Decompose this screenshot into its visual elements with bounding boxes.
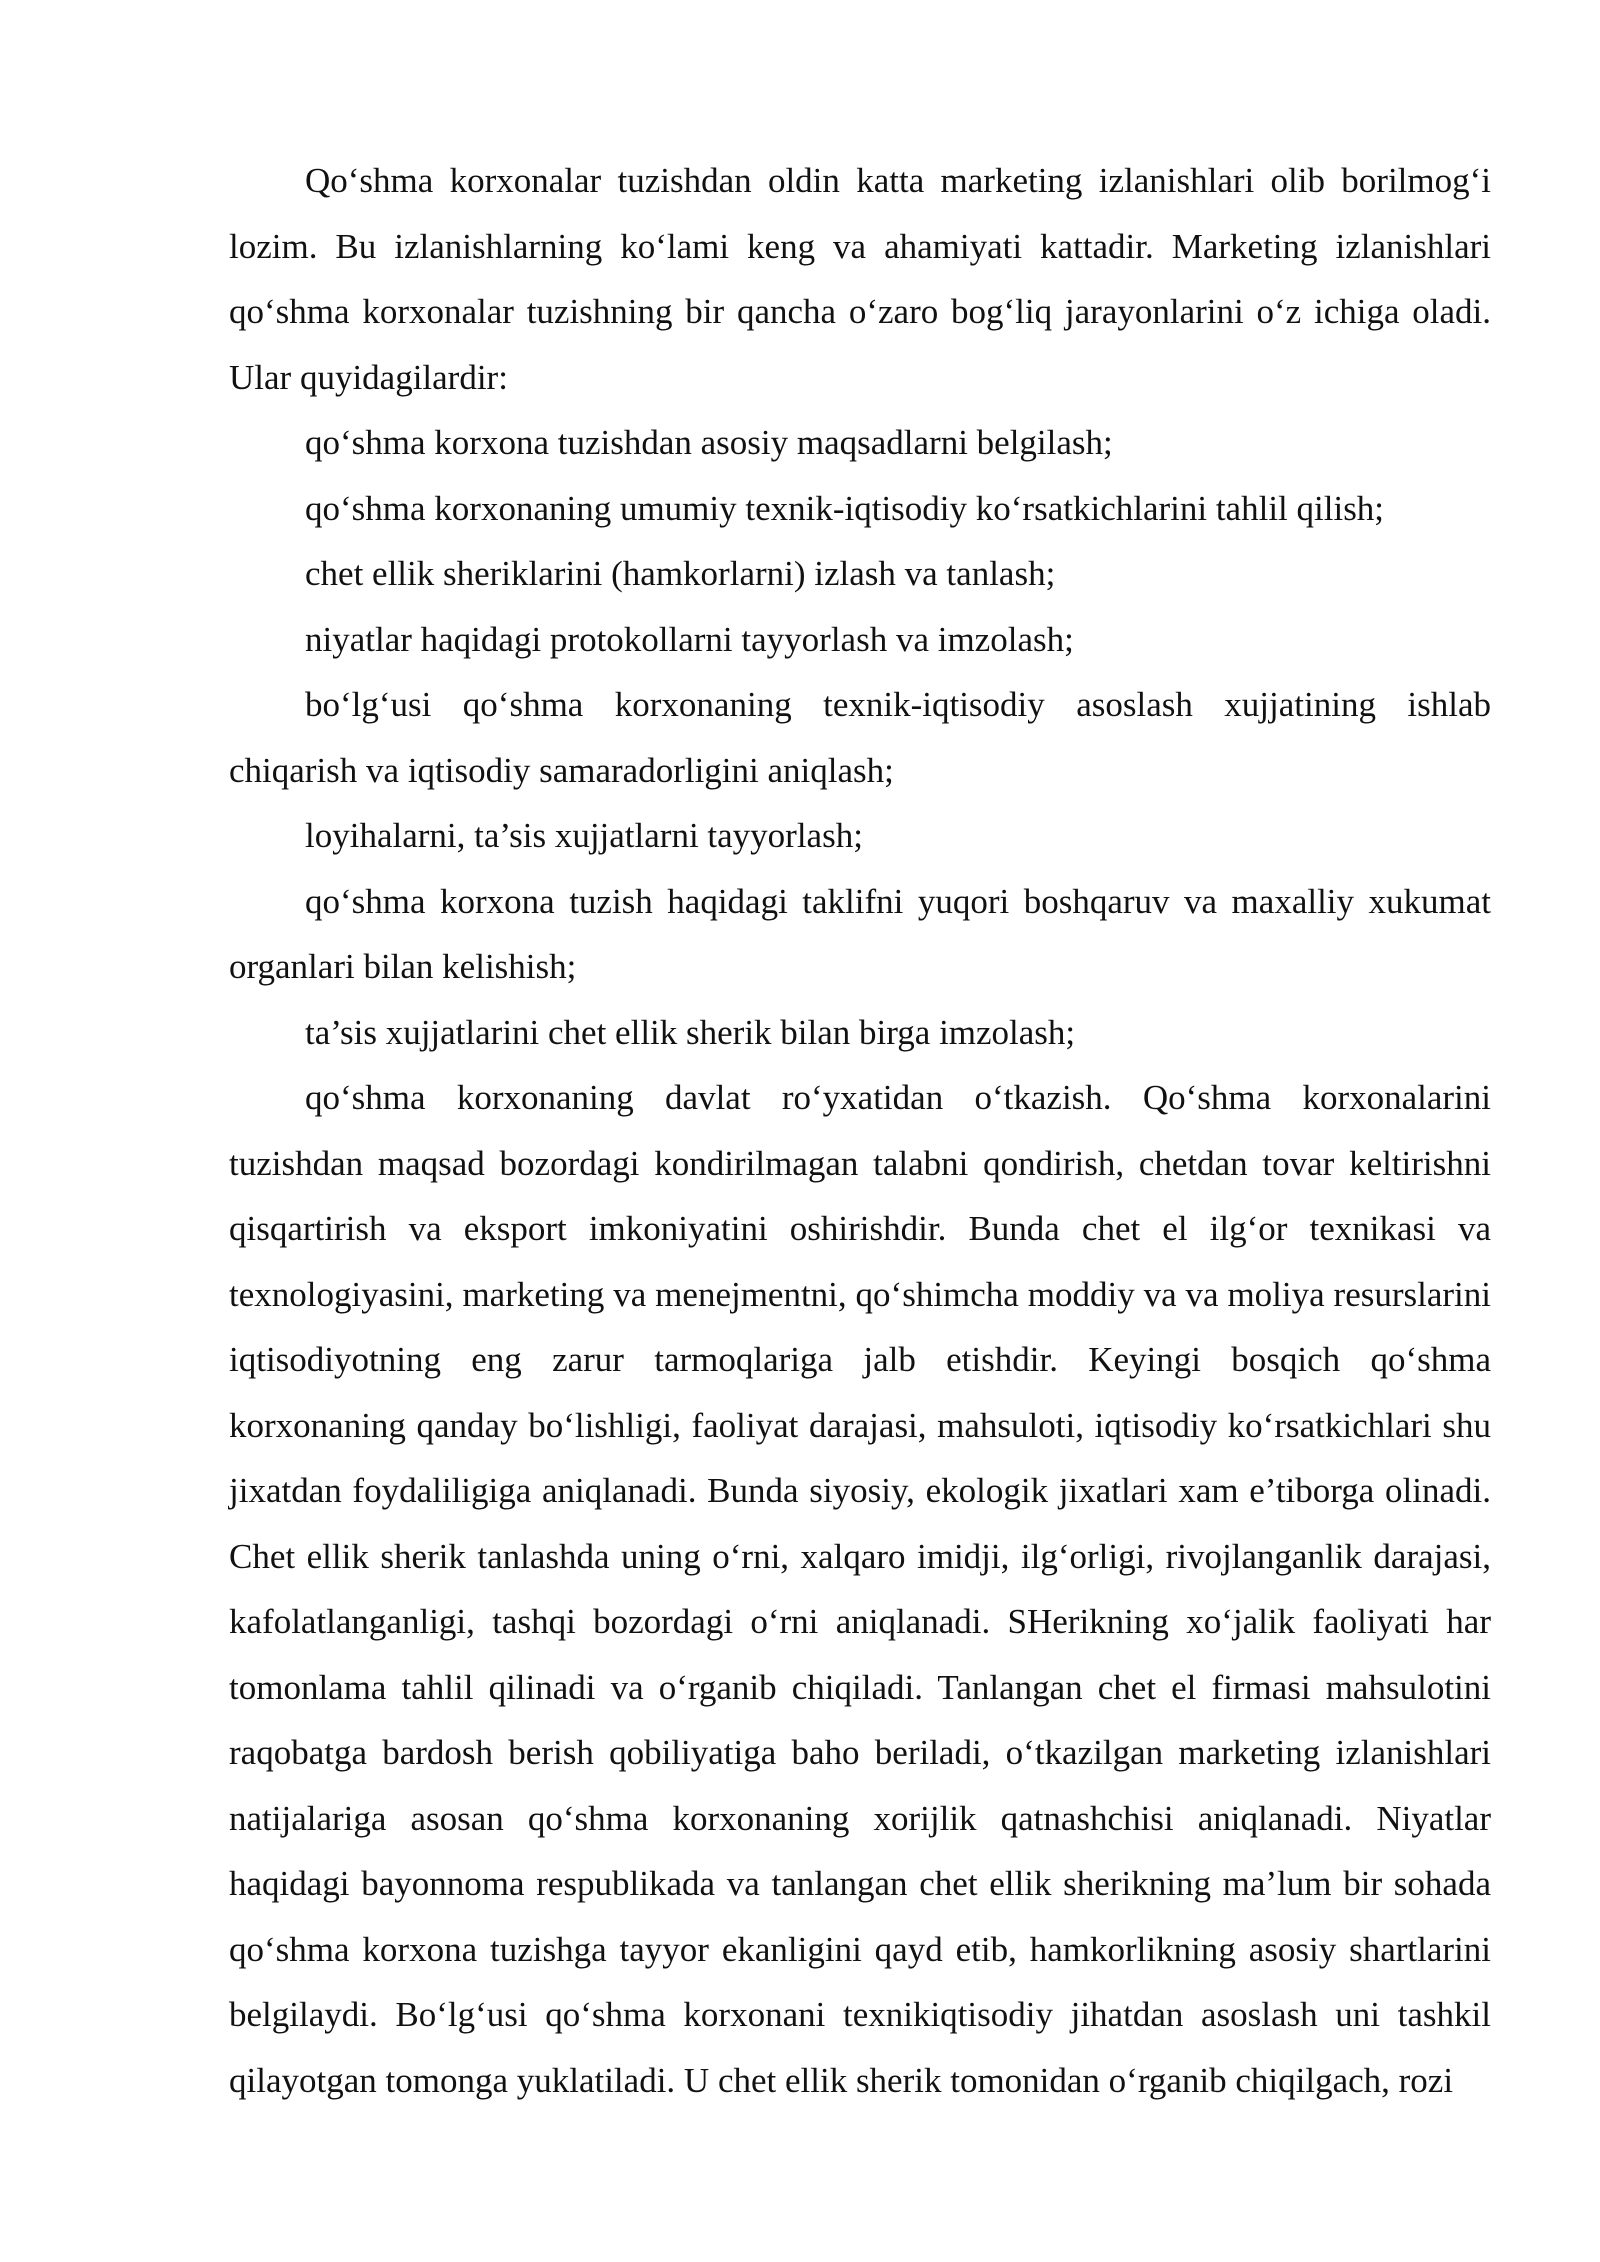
list-item: qo‘shma korxonaning umumiy texnik-iqtisodiy ko‘rsatkichlarini tahlil qilish; xyxy=(305,488,1385,528)
final-paragraph: qo‘shma korxonaning davlat ro‘yxatidan o‘tkazish. Qo‘shma korxonalarini tuzishdan maqsad bozordagi kondirilmagan talabni qondirish, chetdan tovar keltirishni qisqartirish va eksport imkoniyatini oshirishdir. Bunda chet el ilg‘or texnikasi va texnologiyasini, marketing va menejmentni, qo‘shimcha moddiy va va moliya resurslarini iqtisodiyotning eng zarur tarmoqlariga jalb etishdir. Keyingi bosqich qo‘shma korxonaning qanday bo‘lishligi, faoliyat darajasi, mahsuloti, iqtisodiy ko‘rsatkichlari shu jixatdan foydaliligiga aniqlanadi. Bunda siyosiy, ekologik jixatlari xam e’tiborga olinadi. Chet ellik sherik tanlashda uning o‘rni, xalqaro imidji, ilg‘orligi, rivojlanganlik darajasi, kafolatlanganligi, tashqi bozordagi o‘rni aniqlanadi. SHerikning xo‘jalik faoliyati har tomonlama tahlil qilinadi va o‘rganib chiqiladi. Tanlangan chet el firmasi mahsulotini raqobatga bardosh berish qobiliyatiga baho beriladi, o‘tkazilgan marketing izlanishlari natijalariga asosan qo‘shma korxonaning xorijlik qatnashchisi aniqlanadi. Niyatlar haqidagi bayonnoma respublikada va tanlangan chet ellik sherikning ma’lum bir sohada qo‘shma korxona tuzishga tayyor ekanligini qayd etib, hamkorlikning asosiy shartlarini belgilaydi. Bo‘lg‘usi qo‘shma korxonani texnikiqtisodiy jihatdan asoslash uni tashkil qilayotgan tomonga yuklatiladi. U chet ellik sherik tomonidan o‘rganib chiqilgach, rozi xyxy=(229,1078,1491,2100)
document-page xyxy=(229,148,1491,2113)
list-item: loyihalarni, ta’sis xujjatlarni tayyorlash; xyxy=(305,816,863,855)
list-item: qo‘shma korxona tuzish haqidagi taklifni yuqori boshqaruv va maxalliy xukumat organlari bilan kelishish; xyxy=(229,881,1491,986)
intro-paragraph: Qo‘shma korxonalar tuzishdan oldin katta marketing izlanishlari olib borilmog‘i lozim. Bu izlanishlarning ko‘lami keng va ahamiyati kattadir. Marketing izlanishlari qo‘shma korxonalar tuzishning bir qancha o‘zaro bog‘liq jarayonlarini o‘z ichiga oladi. Ular quyidagilardir: xyxy=(229,161,1491,397)
list-item: bo‘lg‘usi qo‘shma korxonaning texnik-iqtisodiy asoslash xujjatining ishlab chiqarish va iqtisodiy samaradorligini aniqlash; xyxy=(229,685,1491,790)
list-item: ta’sis xujjatlarini chet ellik sherik bilan birga imzolash; xyxy=(305,1012,1076,1052)
list-item: chet ellik sheriklarini (hamkorlarni) izlash va tanlash; xyxy=(305,554,1056,593)
list-item: niyatlar haqidagi protokollarni tayyorlash va imzolash; xyxy=(305,619,1074,659)
list-item: qo‘shma korxona tuzishdan asosiy maqsadlarni belgilash; xyxy=(305,423,1113,462)
